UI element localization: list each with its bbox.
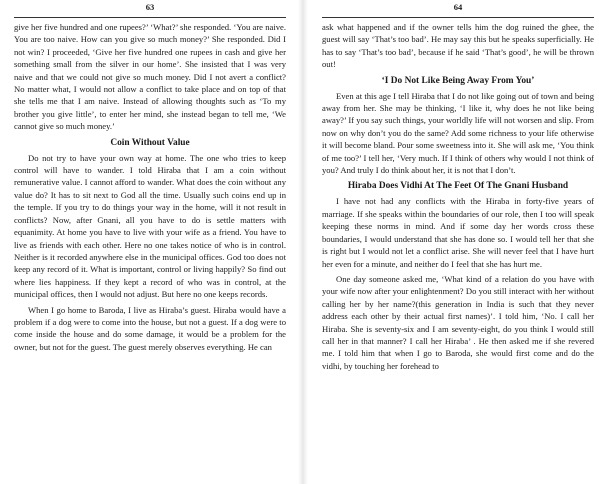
header-rule (14, 17, 286, 18)
paragraph: Even at this age I tell Hiraba that I do not like going out of town and being away from her. She may be thinking, ‘I like it, why does he not like being away?’ If you say such things, your worldly life will not worsen and slip. From now on why don’t you do the same? Add some richness to your life otherwise it will become bland. Pour some sweetness into it. She will ask me, ‘You think of me too?’ I tell her, ‘Very much. If I think of others why would I not think of you? And truly I do think about her, it is not that I don’t. (322, 90, 594, 176)
header-rule (322, 17, 594, 18)
paragraph: One day someone asked me, ‘What kind of a relation do you have with your wife now after your enlightenment? Do you still interact with her without calling her by her name?(this generation in India is such that they never address each other by their actual first names)’. I told him, ‘No. I call her Hiraba. She is seventy-six and I am seventy-eight, do you think I would still call her in that manner? I call her Hiraba’ . He then asked me if she revered me. I told him that when I go to Baroda, she would first come and do the vidhi, by touching her forehead to (322, 273, 594, 371)
paragraph: give her five hundred and one rupees?’ ‘What?’ she responded. ‘You are naive. You are too naive. How can you give so much money?’ She responded. Did I not win? I proceeded, ‘Give her five hundred one rupees in cash and give her something small from the silver in our home’. She insisted that I was very naive and that we could not give so much money. Did I not avert a conflict? No matter what, I would not allow a conflict to take place and on top of that she tells me that I am naive. Instead of allowing thoughts such as ‘To my brother you give little’, to enter her mind, she instead began to tell me, ‘We cannot give so much money.’ (14, 22, 286, 132)
right-page (322, 0, 594, 484)
page-number: 64 (453, 2, 463, 12)
page-number: 63 (145, 2, 155, 12)
paragraph: When I go home to Baroda, I live as Hiraba’s guest. Hiraba would have a problem if a dog were to come into the house, but not a guest. If a dog were to come inside the house and do some damage, it would be a problem for the owner, but not for the guest. The guest merely observes everything. He can (14, 304, 286, 352)
page-body (322, 21, 594, 372)
book-gutter (298, 0, 308, 484)
paragraph: Do not try to have your own way at home. The one who tries to keep control will have to wander. I told Hiraba that I am a coin without remunerative value. I cannot afford to wander. What does the coin without any value do? It has to sit next to God all the time. Usually such coins end up in the temple. If you try to do things your way in the home, will it not result in conflicts? Now, after Gnani, all you have to do is settle matters with equanimity. At home you have to live with your wife as a friend. You have to live as friends with each other. Here no one takes notice of who is in control. Neither is it recorded anywhere else in the municipal offices. God too does not keep any record of it. What is important, control or living happily? So find out where lies happiness. If they kept a record of who was in control, at the municipal offices, then I would not adjust. But here no one keeps records. (14, 152, 286, 300)
paragraph: I have not had any conflicts with the Hiraba in forty-five years of marriage. If she speaks within the boundaries of our role, then I too will speak keeping these norms in mind. And if some day her words cross these boundaries, I would understand that she has done so. I would tell her that she is right but I would not let a conflict arise. She will never feel that I have hurt her even for a minute, and neither do I feel that she has hurt me. (322, 196, 594, 269)
page-body (14, 21, 286, 353)
section-heading: ‘I Do Not Like Being Away From You’ (381, 75, 535, 86)
left-page (14, 0, 286, 484)
section-heading: Coin Without Value (110, 137, 190, 148)
paragraph: ask what happened and if the owner tells him the dog ruined the ghee, the guest will say ‘That’s too bad’. He may say this but he speaks superficially. He has to say ‘That’s too bad’, because if he said ‘That’s good’, he will be thrown out! (322, 22, 594, 70)
section-heading: Hiraba Does Vidhi At The Feet Of The Gnani Husband (347, 181, 569, 192)
